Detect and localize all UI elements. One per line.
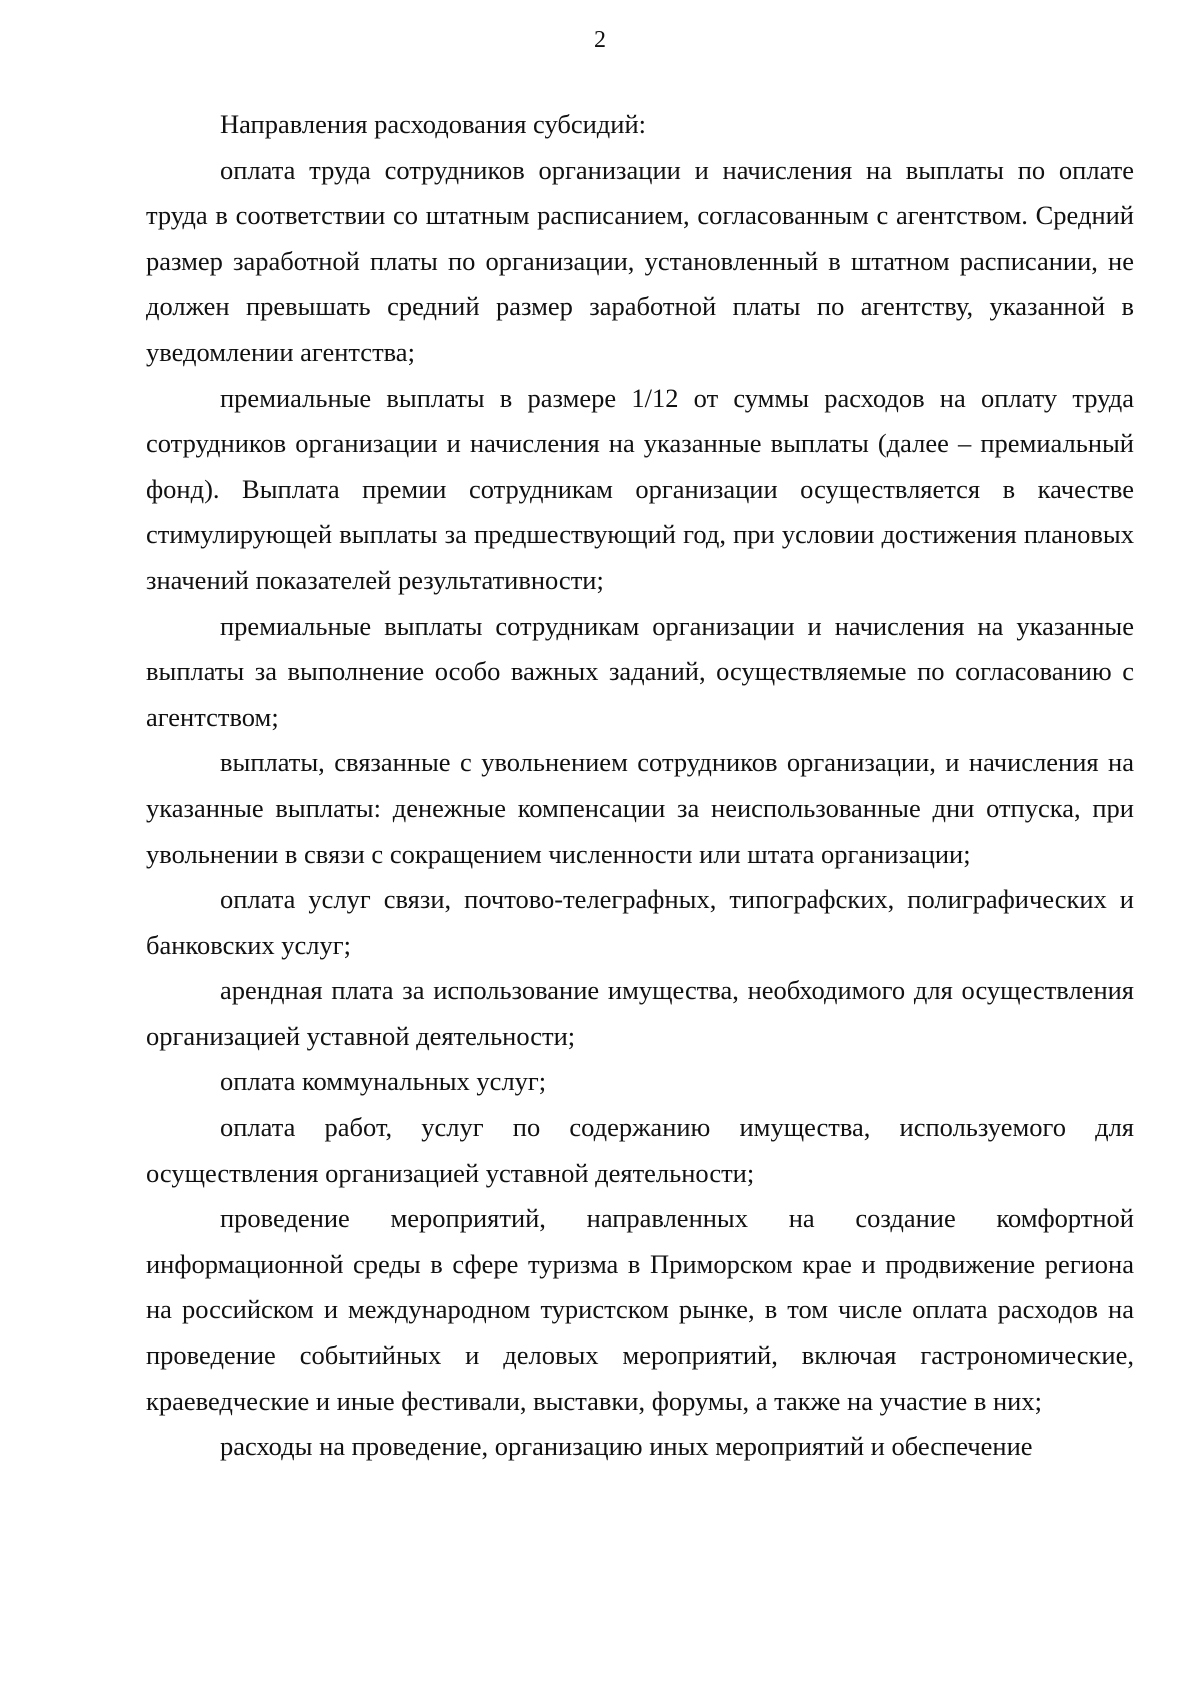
paragraph-salary: оплата труда сотрудников организации и начисления на выплаты по оплате труда в соответствии со штатным расписанием, согласованным с агентством. Средний размер заработной платы по организации, установленный в штатном расписании, не должен превышать средний размер заработной платы по агентству, указанной в уведомлении агентства; xyxy=(146,154,1134,367)
section-heading: Направления расходования субсидий: xyxy=(220,109,647,139)
paragraph-communication-services: оплата услуг связи, почтово-телеграфных, типографских, полиграфических и банковских услуг; xyxy=(146,884,1134,960)
paragraph-rent: арендная плата за использование имущества, необходимого для осуществления организацией уставной деятельности; xyxy=(146,975,1134,1051)
page-number: 2 xyxy=(594,27,606,53)
paragraph-dismissal-payments: выплаты, связанные с увольнением сотрудников организации, и начисления на указанные выплаты: денежные компенсации за неиспользованные дни отпуска, при увольнении в связи с сокращением численности или штата организации; xyxy=(146,747,1134,869)
document-body xyxy=(146,102,1134,1470)
paragraph-utilities: оплата коммунальных услуг; xyxy=(220,1066,547,1097)
paragraph-bonus-fund: премиальные выплаты в размере 1/12 от суммы расходов на оплату труда сотрудников организации и начисления на указанные выплаты (далее – премиальный фонд). Выплата премии сотрудникам организации осуществляется в качестве стимулирующей выплаты за предшествующий год, при условии достижения плановых значений показателей результативности; xyxy=(146,382,1134,595)
paragraph-other-events: расходы на проведение, организацию иных мероприятий и обеспечение xyxy=(220,1431,1033,1462)
paragraph-property-maintenance: оплата работ, услуг по содержанию имущества, используемого для осуществления организацией уставной деятельности; xyxy=(146,1112,1134,1188)
paragraph-tourism-events: проведение мероприятий, направленных на создание комфортной информационной среды в сфере туризма в Приморском крае и продвижение региона на российском и международном туристском рынке, в том числе оплата расходов на проведение событийных и деловых мероприятий, включая гастрономические, краеведческие и иные фестивали, выставки, форумы, а также на участие в них; xyxy=(146,1203,1134,1416)
paragraph-special-bonus: премиальные выплаты сотрудникам организации и начисления на указанные выплаты за выполнение особо важных заданий, осуществляемые по согласованию с агентством; xyxy=(146,610,1134,732)
